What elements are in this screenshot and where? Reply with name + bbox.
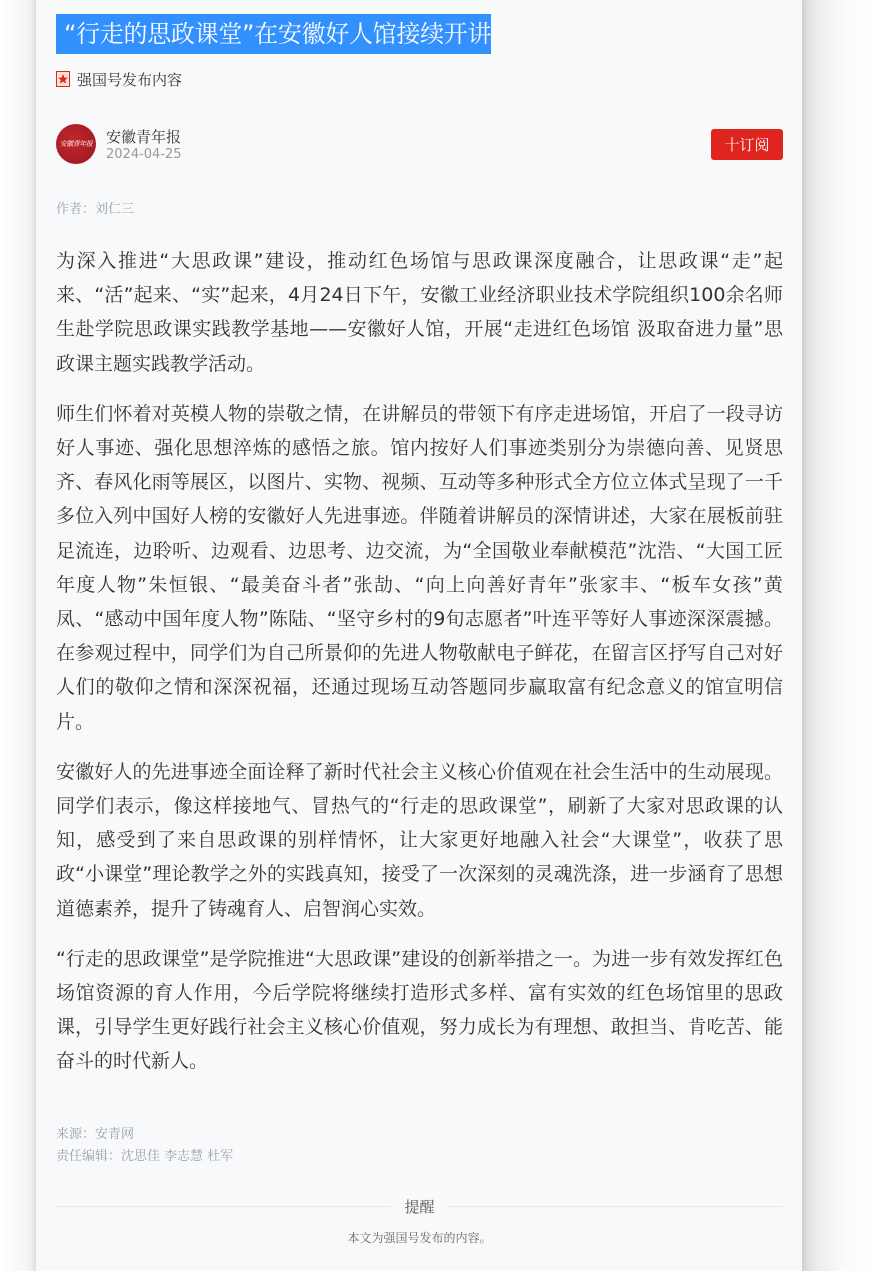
article-title-container	[56, 14, 783, 54]
article-paragraph: 安徽好人的先进事迹全面诠释了新时代社会主义核心价值观在社会生活中的生动展现。同学们表示，像这样接地气、冒热气的“行走的思政课堂”，刷新了大家对思政课的认知，感受到了来自思政课的别样情怀，让大家更好地融入社会“大课堂”，收获了思政“小课堂”理论教学之外的实践真知，接受了一次深刻的灵魂洗涤，进一步涵育了思想道德素养，提升了铸魂育人、启智润心实效。	[56, 760, 783, 920]
publisher-row	[56, 122, 783, 168]
article-paragraph: “行走的思政课堂”是学院推进“大思政课”建设的创新举措之一。为进一步有效发挥红色场馆资源的育人作用，今后学院将继续打造形式多样、富有实效的红色场馆里的思政课，引导学生更好践行社会主义核心价值观，努力成长为有理想、敢担当、肯吃苦、能奋斗的时代新人。	[56, 947, 783, 1073]
publish-date: 2024-04-25	[106, 147, 182, 162]
source-tag	[56, 66, 783, 92]
notice-title: 提醒	[404, 1198, 435, 1216]
publisher-avatar-text: 安徽青年报	[59, 140, 93, 148]
notice-text: 本文为强国号发布的内容。	[347, 1231, 492, 1245]
source-tag-label: 强国号发布内容	[77, 70, 183, 89]
publisher-avatar[interactable]	[56, 124, 96, 164]
article-source: 来源：安青网	[56, 1127, 135, 1142]
article-card	[36, 0, 802, 1271]
page-left-margin	[0, 0, 36, 1271]
xuexi-badge-icon	[56, 71, 70, 87]
publisher-name[interactable]: 安徽青年报	[106, 128, 182, 146]
page-right-margin	[802, 0, 872, 1271]
article-editor: 责任编辑：沈思佳 李志慧 杜军	[56, 1149, 234, 1164]
article-meta	[56, 1124, 783, 1168]
author-line: 作者：刘仁三	[56, 202, 135, 217]
article-paragraph: 为深入推进“大思政课”建设，推动红色场馆与思政课深度融合，让思政课“走”起来、“活”起来、“实”起来，4月24日下午，安徽工业经济职业技术学院组织100余名师生赴学院思政课实践教学基地——安徽好人馆，开展“走进红色场馆 汲取奋进力量”思政课主题实践教学活动。	[56, 250, 783, 375]
article-body	[56, 244, 783, 1095]
article-title[interactable]: “行走的思政课堂”在安徽好人馆接续开讲	[56, 14, 491, 54]
subscribe-button[interactable]: 十订阅	[711, 129, 783, 160]
article-paragraph: 师生们怀着对英模人物的崇敬之情，在讲解员的带领下有序走进场馆，开启了一段寻访好人事迹、强化思想淬炼的感悟之旅。馆内按好人们事迹类别分为崇德向善、见贤思齐、春风化雨等展区，以图片、实物、视频、互动等多种形式全方位立体式呈现了一千多位入列中国好人榜的安徽好人先进事迹。伴随着讲解员的深情讲述，大家在展板前驻足流连，边聆听、边观看、边思考、边交流，为“全国敬业奉献模范”沈浩、“大国工匠年度人物”朱恒银、“最美奋斗者”张劼、“向上向善好青年”张家丰、“板车女孩”黄凤、“感动中国年度人物”陈陆、“坚守乡村的9旬志愿者”叶连平等好人事迹深深震撼。在参观过程中，同学们为自己所景仰的先进人物敬献电子鲜花，在留言区抒写自己对好人们的敬仰之情和深深祝福，还通过现场互动答题同步赢取富有纪念意义的馆宣明信片。	[56, 402, 783, 733]
